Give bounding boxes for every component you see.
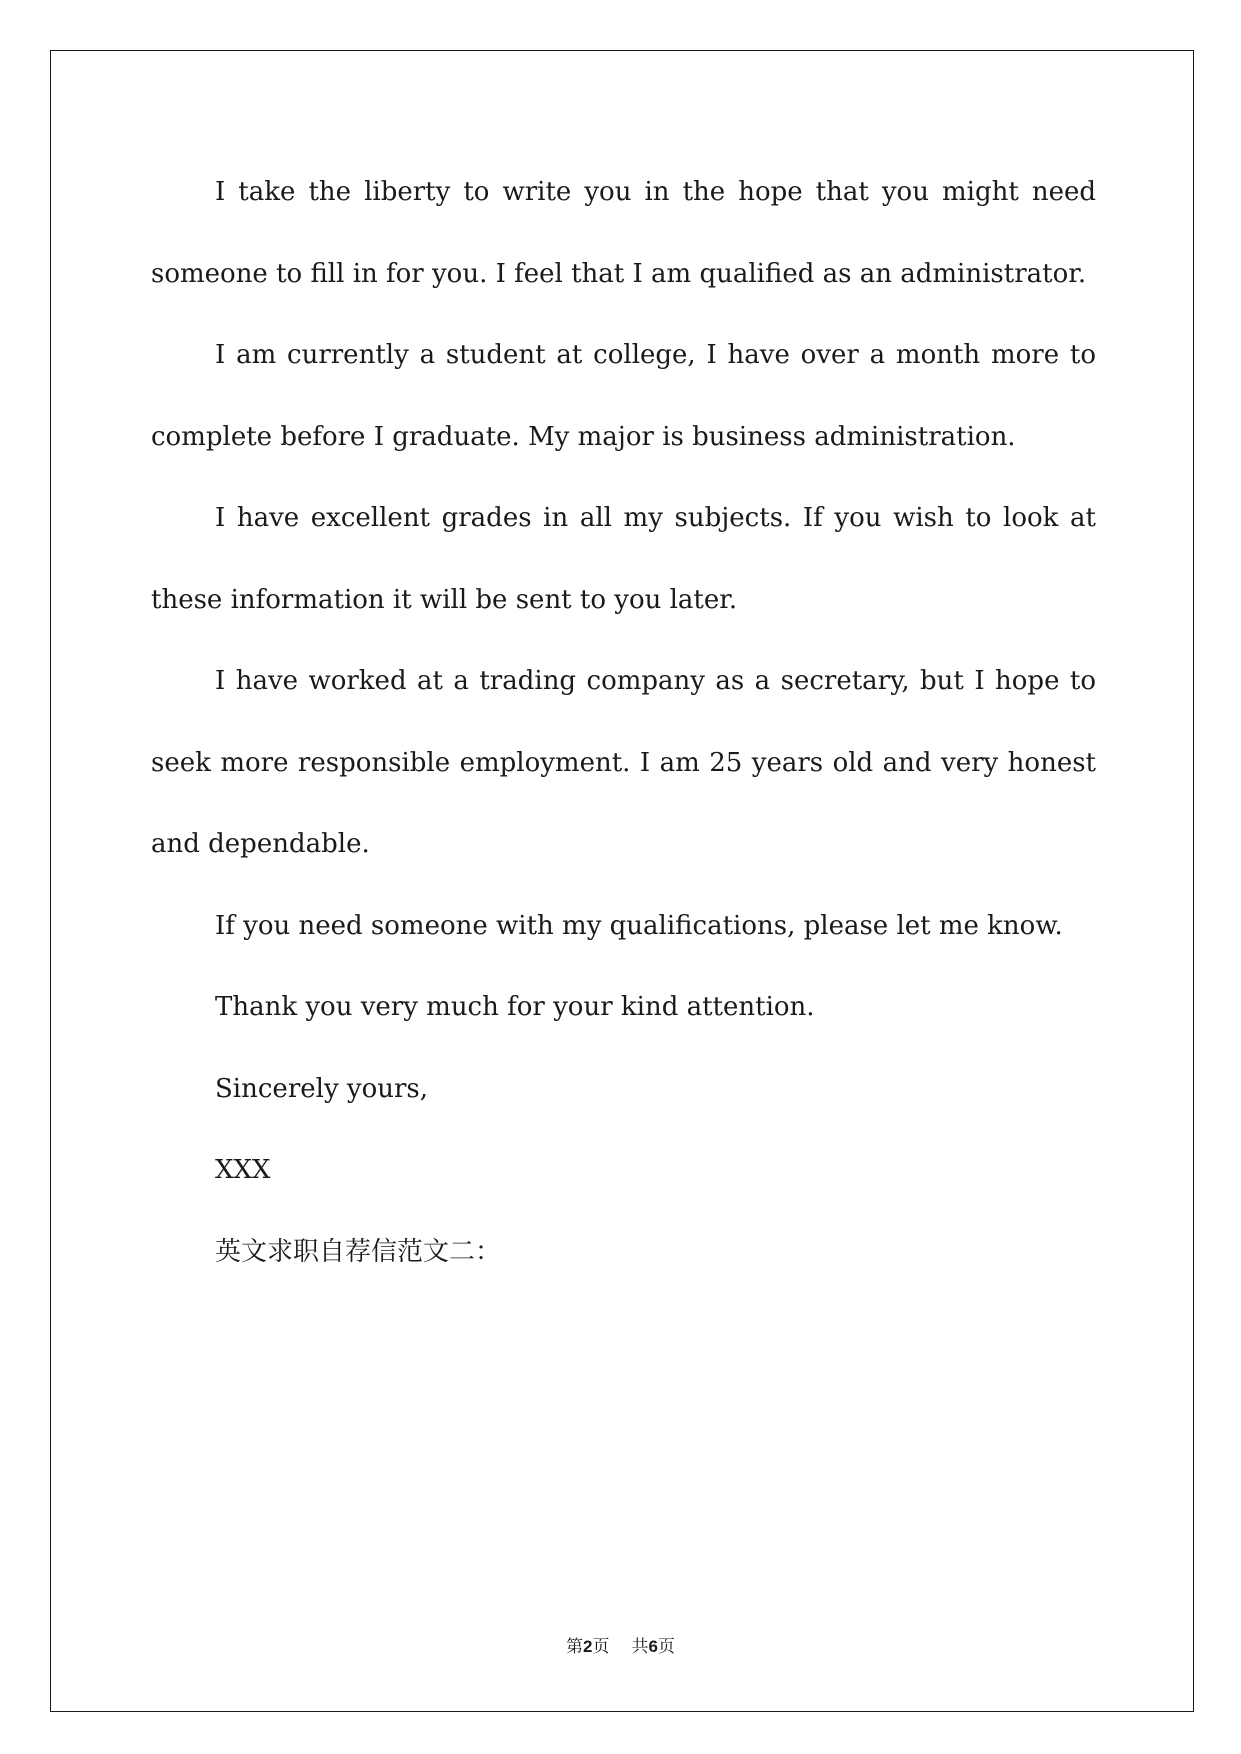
signoff-line: Sincerely yours, — [215, 1073, 429, 1104]
paragraph-1: I take the liberty to write you in the hope that you might need someone to fill in for you. I feel that I am qualified as an administrator. — [151, 177, 1096, 289]
page-suffix: 页 — [592, 1637, 610, 1657]
signature: XXX — [215, 1155, 271, 1185]
paragraph-3: I have excellent grades in all my subjects. If you wish to look at these information it will be sent to you later. — [151, 503, 1096, 615]
total-pages: 6 — [648, 1637, 658, 1656]
paragraph-5: If you need someone with my qualifications, please let me know. — [215, 910, 1063, 941]
total-suffix: 页 — [657, 1637, 675, 1657]
closing-line: Thank you very much for your kind attention. — [215, 992, 815, 1022]
letter-body — [151, 152, 1096, 1293]
next-section-heading: 英文求职自荐信范文二： — [215, 1236, 502, 1267]
total-prefix: 共 — [631, 1637, 649, 1657]
paragraph-2: I am currently a student at college, I have over a month more to complete before I graduate. My major is business administration. — [151, 340, 1096, 452]
page-prefix: 第 — [566, 1637, 584, 1657]
page-number: 2 — [583, 1637, 593, 1656]
page-footer — [0, 1632, 1241, 1657]
paragraph-4: I have worked at a trading company as a secretary, but I hope to seek more responsible employment. I am 25 years old and very honest and dependable. — [151, 666, 1096, 859]
